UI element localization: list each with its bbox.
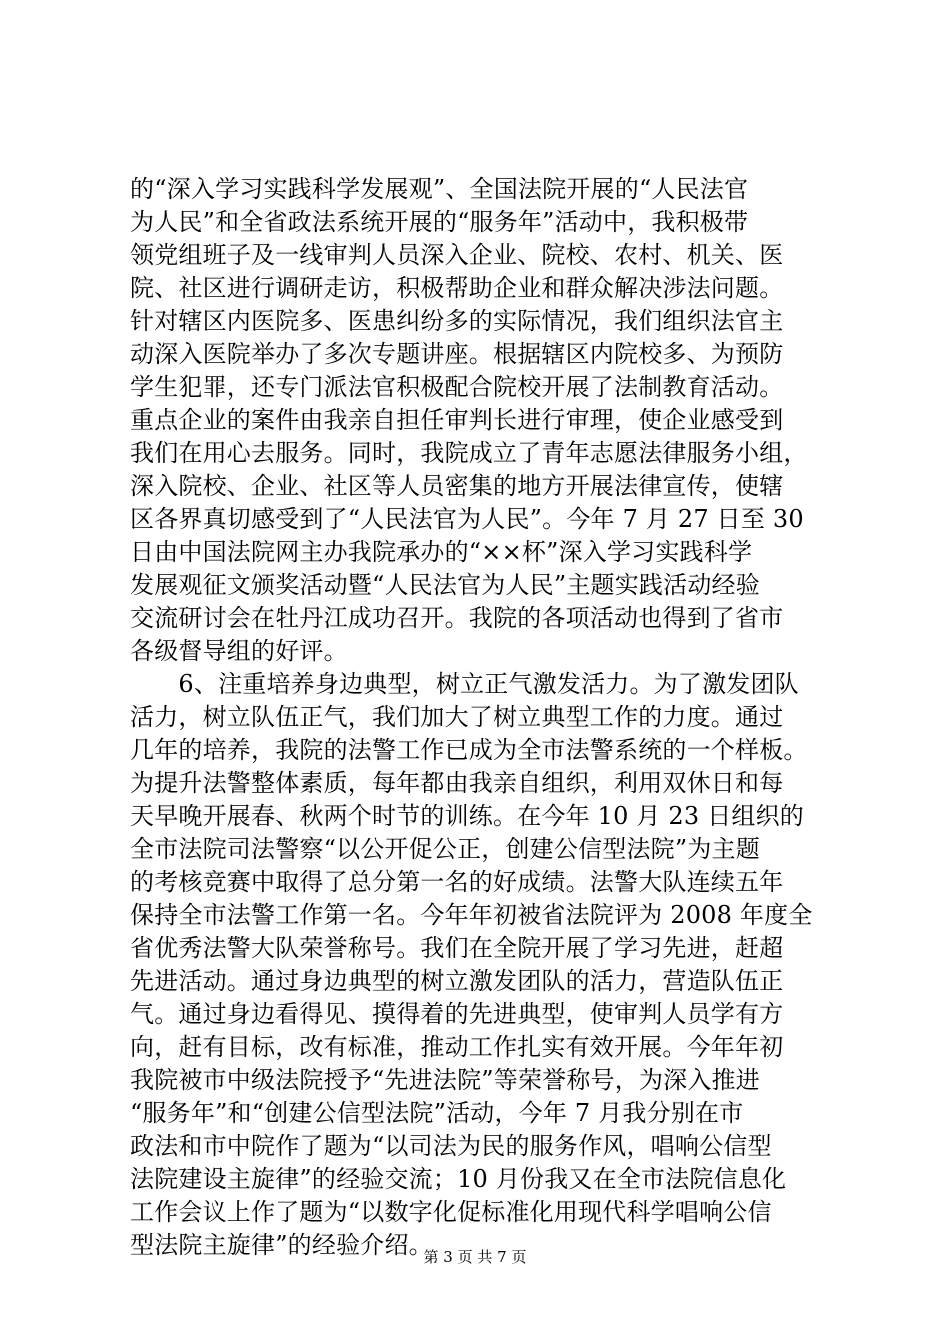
- text-line: 学生犯罪，还专门派法官积极配合院校开展了法制教育活动。: [130, 373, 784, 401]
- text-line: 气。通过身边看得见、摸得着的先进典型，使审判人员学有方: [130, 1000, 784, 1028]
- text-line: 发展观征文颁奖活动暨“人民法官为人民”主题实践活动经验: [130, 571, 760, 599]
- text-line: 领党组班子及一线审判人员深入企业、院校、农村、机关、医: [130, 241, 784, 269]
- text-line: 型法院主旋律”的经验介绍。: [130, 1231, 433, 1259]
- text-line: 6、注重培养身边典型，树立正气激发活力。为了激发团队: [130, 670, 799, 698]
- text-line: 保持全市法警工作第一名。今年年初被省法院评为 2008 年度全: [130, 901, 813, 929]
- text-line: 针对辖区内医院多、医患纠纷多的实际情况，我们组织法官主: [130, 307, 784, 335]
- text-line: 的“深入学习实践科学发展观”、全国法院开展的“人民法官: [130, 175, 749, 203]
- text-line: 区各界真切感受到了“人民法官为人民”。今年 7 月 27 日至 30: [130, 505, 804, 533]
- text-line: 我们在用心去服务。同时，我院成立了青年志愿法律服务小组，: [130, 439, 808, 467]
- text-line: 政法和市中院作了题为“以司法为民的服务作风，唱响公信型: [130, 1132, 772, 1160]
- text-line: 重点企业的案件由我亲自担任审判长进行审理，使企业感受到: [130, 406, 784, 434]
- text-line: 省优秀法警大队荣誉称号。我们在全院开展了学习先进，赶超: [130, 934, 784, 962]
- text-line: 全市法院司法警察“以公开促公正，创建公信型法院”为主题: [130, 835, 760, 863]
- text-line: 动深入医院举办了多次专题讲座。根据辖区内院校多、为预防: [130, 340, 784, 368]
- text-line: 深入院校、企业、社区等人员密集的地方开展法律宣传，使辖: [130, 472, 784, 500]
- text-line: 的考核竞赛中取得了总分第一名的好成绩。法警大队连续五年: [130, 868, 784, 896]
- text-line: 院、社区进行调研走访，积极帮助企业和群众解决涉法问题。: [130, 274, 784, 302]
- text-line: 几年的培养，我院的法警工作已成为全市法警系统的一个样板。: [130, 736, 808, 764]
- page-footer: [0, 1247, 950, 1267]
- text-line: 天早晚开展春、秋两个时节的训练。在今年 10 月 23 日组织的: [130, 802, 804, 830]
- text-line: 各级督导组的好评。: [130, 637, 348, 665]
- text-line: 我院被市中级法院授予“先进法院”等荣誉称号，为深入推进: [130, 1066, 760, 1094]
- body-text: [130, 173, 830, 1262]
- text-line: 工作会议上作了题为“以数字化促标准化用现代科学唱响公信: [130, 1198, 772, 1226]
- text-line: 为人民”和全省政法系统开展的“服务年”活动中，我积极带: [130, 208, 749, 236]
- text-line: 先进活动。通过身边典型的树立激发团队的活力，营造队伍正: [130, 967, 784, 995]
- text-line: “服务年”和“创建公信型法院”活动，今年 7 月我分别在市: [130, 1099, 744, 1127]
- page-number: 第 3 页 共 7 页: [423, 1248, 527, 1266]
- text-line: 日由中国法院网主办我院承办的“××杯”深入学习实践科学: [130, 538, 753, 566]
- text-line: 法院建设主旋律”的经验交流；10 月份我又在全市法院信息化: [130, 1165, 787, 1193]
- text-line: 为提升法警整体素质，每年都由我亲自组织，利用双休日和每: [130, 769, 784, 797]
- text-line: 交流研讨会在牡丹江成功召开。我院的各项活动也得到了省市: [130, 604, 784, 632]
- text-line: 向，赶有目标，改有标准，推动工作扎实有效开展。今年年初: [130, 1033, 784, 1061]
- text-line: 活力，树立队伍正气，我们加大了树立典型工作的力度。通过: [130, 703, 784, 731]
